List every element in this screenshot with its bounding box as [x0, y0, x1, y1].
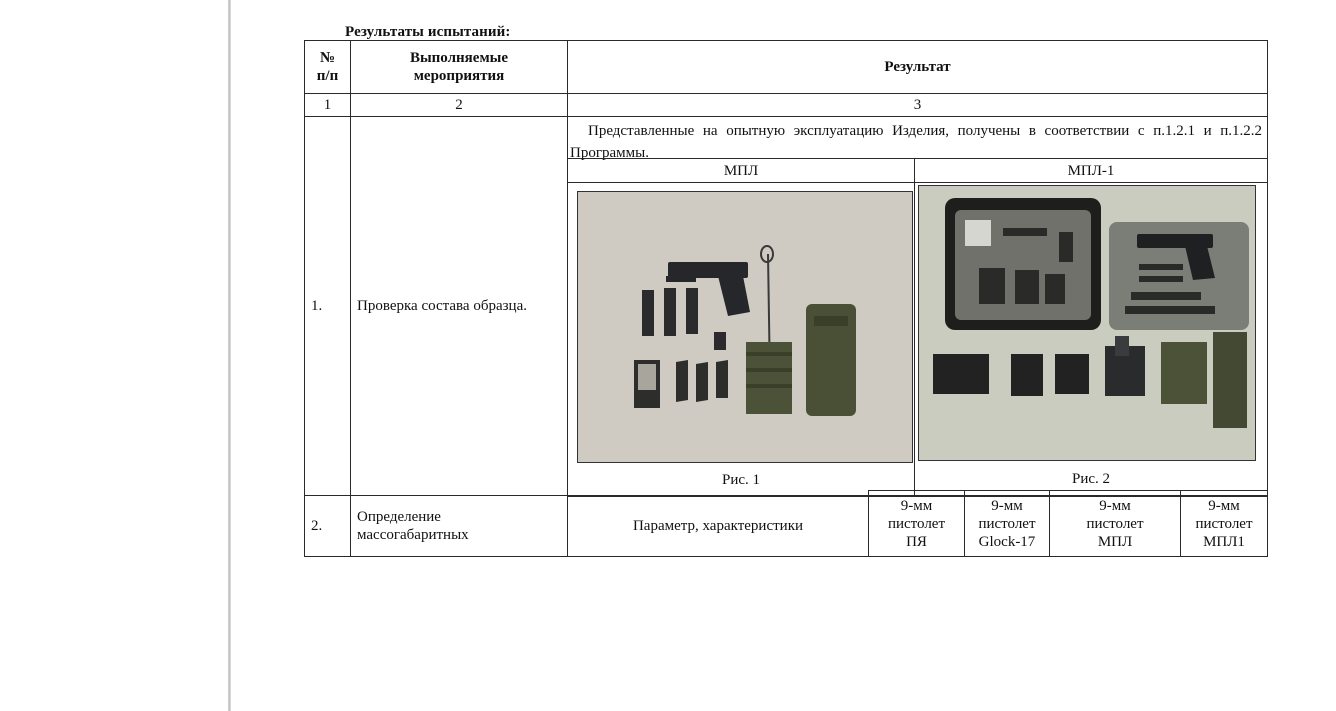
col-pistol-mpl1: 9-мм пистолет МПЛ1 — [1180, 490, 1268, 557]
mpl-kit-image — [578, 192, 913, 463]
section-heading: Результаты испытаний: — [345, 24, 511, 40]
results-table — [304, 40, 1268, 560]
photo-divider — [914, 182, 915, 496]
col-number-3: 3 — [567, 93, 1268, 117]
col-pistol-pya: 9-мм пистолет ПЯ — [868, 490, 965, 557]
row2-activity: Определение массогабаритных — [350, 495, 568, 557]
mpl1-kit-image — [919, 186, 1256, 461]
row1-activity: Проверка состава образца. — [350, 116, 568, 496]
col-pistol-mpl: 9-мм пистолет МПЛ — [1049, 490, 1181, 557]
row1-result-text: Представленные на опытную эксплуатацию Изделия, получены в соответствии с п.1.2.1 и п.1.2.2 Программы. — [570, 123, 1262, 161]
caption-fig2: Рис. 2 — [914, 461, 1268, 497]
col-number-2: 2 — [350, 93, 568, 117]
page-margin — [0, 0, 228, 711]
row1-num: 1. — [304, 116, 351, 496]
header-result: Результат — [567, 40, 1268, 94]
header-num: № п/п — [304, 40, 351, 94]
item-label-mpl: МПЛ — [567, 158, 915, 183]
row2-num: 2. — [304, 495, 351, 557]
photo-fig2 — [918, 185, 1256, 461]
item-label-mpl1: МПЛ-1 — [914, 158, 1268, 183]
caption-fig1: Рис. 1 — [567, 463, 915, 497]
page-edge — [228, 0, 231, 711]
photo-fig1 — [577, 191, 913, 463]
header-activity: Выполняемые мероприятия — [350, 40, 568, 94]
col-number-1: 1 — [304, 93, 351, 117]
row2-parameter: Параметр, характеристики — [567, 495, 869, 557]
col-pistol-glock17: 9-мм пистолет Glock-17 — [964, 490, 1050, 557]
